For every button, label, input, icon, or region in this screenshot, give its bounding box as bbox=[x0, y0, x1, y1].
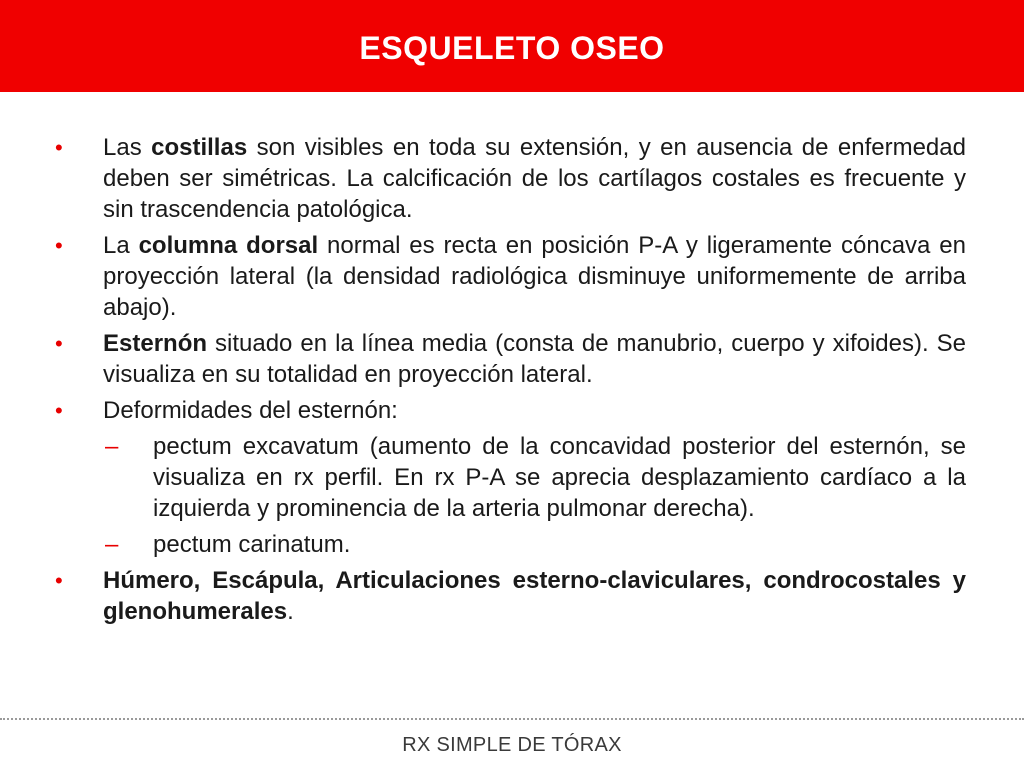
bullet-text-post: son visibles en toda su extensión, y en ausencia de enfermedad deben ser simétricas. La calcificación de los cartílagos costales es frecuente y sin trascendencia patológica. bbox=[103, 134, 966, 223]
bullet-text-pre: Deformidades del esternón: bbox=[103, 397, 398, 424]
sub-bullet-item-excavatum bbox=[55, 431, 966, 524]
bullet-item-esternon bbox=[55, 328, 966, 390]
bullet-item-humero bbox=[55, 565, 966, 627]
sub-bullet-item-carinatum bbox=[55, 529, 966, 560]
slide-title: ESQUELETO OSEO bbox=[359, 29, 665, 66]
bullet-marker: • bbox=[55, 398, 63, 423]
bullet-marker: • bbox=[55, 135, 63, 160]
bullet-text-post: situado en la línea media (consta de manubrio, cuerpo y xifoides). Se visualiza en su totalidad en proyección lateral. bbox=[103, 330, 966, 388]
bullet-marker: • bbox=[55, 568, 63, 593]
sub-bullet-text: pectum excavatum (aumento de la concavidad posterior del esternón, se visualiza en rx perfil. En rx P-A se aprecia desplazamiento cardíaco a la izquierda y prominencia de la arteria pulmonar derecha). bbox=[153, 433, 966, 522]
bullet-text-pre: La bbox=[103, 232, 139, 259]
bullet-item-columna-dorsal bbox=[55, 230, 966, 323]
footer-label: RX SIMPLE DE TÓRAX bbox=[402, 734, 622, 756]
bullet-text-bold: costillas bbox=[151, 134, 248, 161]
bullet-item-costillas bbox=[55, 132, 966, 225]
slide-content bbox=[0, 92, 1024, 717]
bullet-list bbox=[55, 132, 966, 632]
dash-marker: – bbox=[105, 531, 119, 558]
bullet-text-bold: Esternón bbox=[103, 330, 208, 357]
bullet-marker: • bbox=[55, 233, 63, 258]
bullet-marker: • bbox=[55, 331, 63, 356]
dash-marker: – bbox=[105, 433, 119, 460]
bullet-text-bold: columna dorsal bbox=[138, 232, 319, 259]
bullet-text-post: . bbox=[287, 598, 294, 625]
sub-bullet-text: pectum carinatum. bbox=[153, 531, 351, 558]
bullet-text-post: normal es recta en posición P-A y ligeramente cóncava en proyección lateral (la densidad radiológica disminuye uniformemente de arriba abajo). bbox=[103, 232, 966, 321]
footer-divider bbox=[0, 718, 1024, 720]
title-bar bbox=[0, 0, 1024, 92]
bullet-item-deformidades bbox=[55, 395, 966, 426]
bullet-text-bold: Húmero, Escápula, Articulaciones esterno-claviculares, condrocostales y glenohumerales bbox=[103, 567, 966, 625]
bullet-text-pre: Las bbox=[103, 134, 152, 161]
